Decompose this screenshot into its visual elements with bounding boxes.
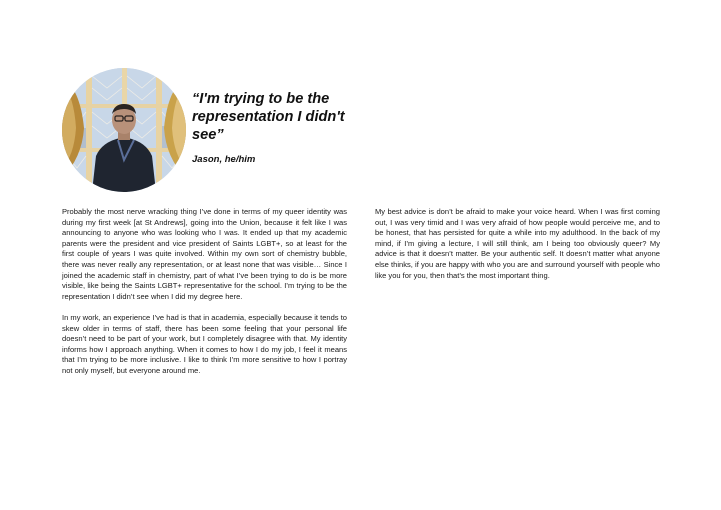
body-paragraph: My best advice is don’t be afraid to make your voice heard. When I was first coming out, I was very timid and I was very afraid of how people would perceive me, and to be honest, that has persisted for quite a while into my adulthood. In the back of my mind, if I’m giving a lecture, I will still think, am I being too obviously queer? My advice is that it doesn’t matter. Be your authentic self. It doesn’t matter what anyone else thinks, if you are happy with who you are and surround yourself with people who like you for you, then that’s the most important thing. xyxy=(375,207,660,280)
left-text-column xyxy=(62,207,347,387)
right-text-column xyxy=(375,207,660,292)
pull-quote-block xyxy=(192,90,362,166)
portrait-image xyxy=(62,68,186,192)
body-paragraph: In my work, an experience I’ve had is that in academia, especially because it tends to skew older in terms of staff, there has been some feeling that your personal life doesn’t need to be part of your work, but I completely disagree with that. My identity informs how I approach anything. When it comes to how I do my job, I feel it means that I’m trying to be more inclusive. I like to think I’m more sensitive to how I portray not only myself, but everyone around me. xyxy=(62,312,347,375)
body-paragraph: Probably the most nerve wracking thing I’ve done in terms of my queer identity was during my first week [at St Andrews], going into the Union, because it felt like I was announcing to anyone who was looking who I was. It ended up that my academic parents were the president and vice president of Saints LGBT+, so at least for the first couple of years I was quite involved. Within my own sort of chemistry bubble, there was never really any representation, or at least none that was visible… Since I joined the academic staff in chemistry, part of what I’ve been trying to do is be more visible, like being the Saints LGBT+ representative for the school. I’m trying to be the representation I didn’t see when I did my degree here. xyxy=(62,207,347,301)
quote-attribution: Jason, he/him xyxy=(192,154,256,165)
profile-photo xyxy=(62,68,186,192)
pull-quote: “I'm trying to be the representation I didn't see” xyxy=(192,91,345,143)
